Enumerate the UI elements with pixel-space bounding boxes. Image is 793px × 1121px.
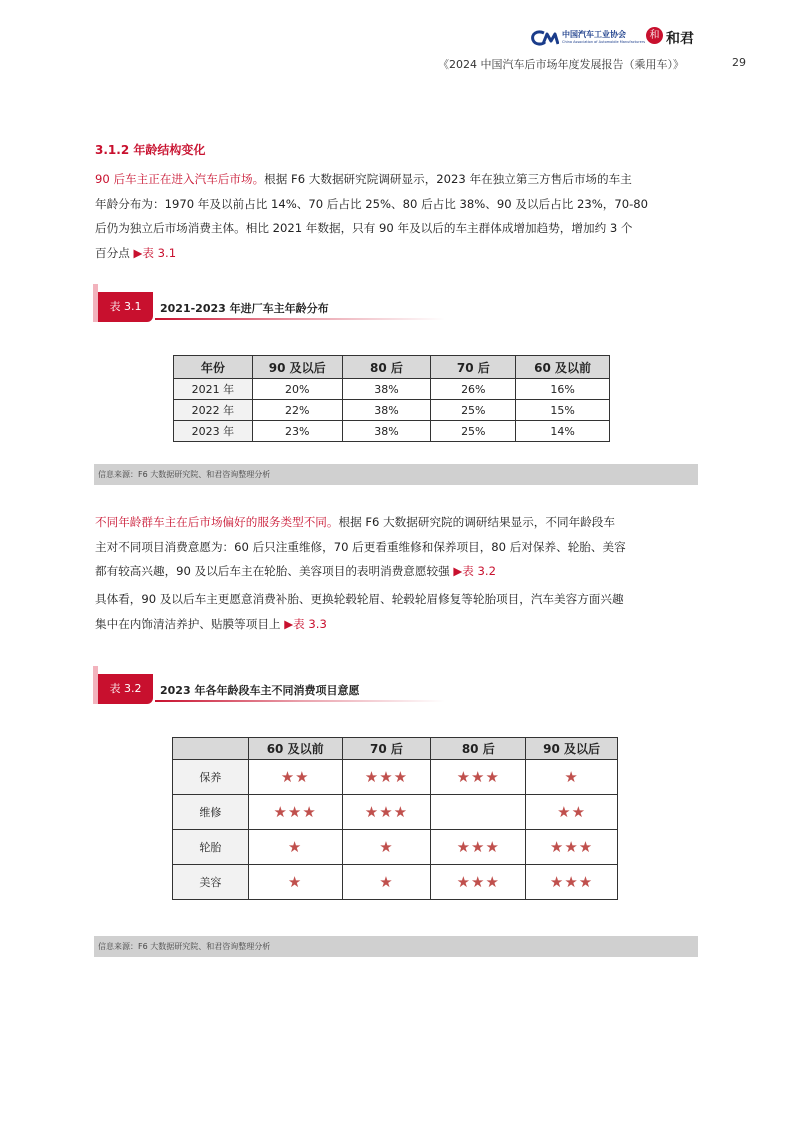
caption-underline — [155, 700, 445, 702]
consumption-preference-table — [172, 737, 618, 900]
star-rating: ★★ — [526, 795, 618, 830]
row-header: 美容 — [173, 865, 249, 900]
table-cell: 22% — [252, 400, 342, 421]
star-rating: ★★★ — [342, 795, 431, 830]
row-header: 维修 — [173, 795, 249, 830]
table-label: 表 3.1 — [98, 292, 153, 322]
paragraph-text: 都有较高兴趣，90 及以后车主在轮胎、美容项目的表明消费意愿较强 — [95, 564, 454, 578]
source-note: 信息来源：F6 大数据研究院、和君咨询整理分析 — [94, 936, 698, 957]
paragraph-text: 集中在内饰清洁养护、贴膜等项目上 — [95, 616, 285, 631]
column-header: 70 后 — [342, 738, 431, 760]
column-header — [173, 738, 249, 760]
paragraph-text: 百分点 — [95, 245, 134, 260]
report-title: 《2024 中国汽车后市场年度发展报告（乘用车）》 — [438, 58, 684, 71]
star-rating: ★ — [526, 760, 618, 795]
table-cell: 16% — [516, 379, 610, 400]
paragraph-text: 后仍为独立后市场消费主体。相比 2021 年数据，只有 90 年及以后的车主群体成增加趋势，增加约 3 个 — [95, 221, 633, 235]
table-row — [174, 421, 610, 442]
paragraph-age-distribution — [95, 167, 707, 265]
table-row — [173, 795, 618, 830]
table-cell: 25% — [431, 400, 516, 421]
paragraph-detail — [95, 587, 707, 636]
paragraph-text: 具体看，90 及以后车主更愿意消费补胎、更换轮毂轮眉、轮毂轮眉修复等轮胎项目，汽车美容方面兴趣 — [95, 592, 624, 606]
table-row — [173, 760, 618, 795]
paragraph-service-preference — [95, 510, 707, 584]
caam-logo-subtext: China Association of Automobile Manufacturers — [562, 40, 646, 44]
table-cell: 38% — [342, 379, 431, 400]
table-cell: 38% — [342, 421, 431, 442]
paragraph-lead: 不同年龄群车主在后市场偏好的服务类型不同。 — [95, 515, 339, 529]
table-3-2-link[interactable]: ▶表 3.2 — [453, 564, 496, 578]
star-rating: ★★★ — [342, 760, 431, 795]
table-cell: 25% — [431, 421, 516, 442]
table-cell: 38% — [342, 400, 431, 421]
table-title: 2021-2023 年进厂车主年龄分布 — [160, 302, 329, 315]
caam-logo-text: 中国汽车工业协会 — [562, 30, 626, 39]
table-cell: 23% — [252, 421, 342, 442]
caam-logo-icon — [531, 30, 559, 46]
star-rating — [431, 795, 526, 830]
star-rating: ★★★ — [526, 830, 618, 865]
star-rating: ★★★ — [431, 865, 526, 900]
row-header: 保养 — [173, 760, 249, 795]
hejun-logo-text: 和君 — [666, 31, 694, 47]
row-header: 轮胎 — [173, 830, 249, 865]
table-row — [174, 400, 610, 421]
table-label: 表 3.2 — [98, 674, 153, 704]
table-cell: 20% — [252, 379, 342, 400]
paragraph-text: 根据 F6 大数据研究院的调研结果显示，不同年龄段车 — [338, 515, 615, 529]
table-row — [174, 379, 610, 400]
star-rating: ★★★ — [431, 830, 526, 865]
table-header-row — [173, 738, 618, 760]
paragraph-text: 主对不同项目消费意愿为：60 后只注重维修，70 后更看重维修和保养项目，80 后对保养、轮胎、美容 — [95, 539, 626, 554]
column-header: 80 后 — [342, 356, 431, 379]
table-title: 2023 年各年龄段车主不同消费项目意愿 — [160, 684, 360, 697]
caption-underline — [155, 318, 445, 320]
table-row — [173, 830, 618, 865]
table-3-3-link[interactable]: ▶表 3.3 — [284, 616, 327, 631]
paragraph-text: 根据 F6 大数据研究院调研显示，2023 年在独立第三方售后市场的车主 — [264, 172, 632, 186]
column-header: 70 后 — [431, 356, 516, 379]
star-rating: ★★★ — [526, 865, 618, 900]
column-header: 年份 — [174, 356, 253, 379]
table-cell: 14% — [516, 421, 610, 442]
paragraph-text: 年龄分布为：1970 年及以前占比 14%、70 后占比 25%、80 后占比 38%、90 及以后占比 23%，70-80 — [95, 196, 649, 211]
table-cell: 26% — [431, 379, 516, 400]
paragraph-lead: 90 后车主正在进入汽车后市场。 — [95, 172, 265, 186]
column-header: 60 及以前 — [516, 356, 610, 379]
row-header: 2021 年 — [174, 379, 253, 400]
column-header: 90 及以后 — [252, 356, 342, 379]
hejun-seal-icon: 和 — [646, 27, 663, 44]
star-rating: ★★★ — [431, 760, 526, 795]
age-distribution-table — [173, 355, 610, 442]
source-note: 信息来源：F6 大数据研究院、和君咨询整理分析 — [94, 464, 698, 485]
star-rating: ★★★ — [248, 795, 342, 830]
star-rating: ★ — [248, 865, 342, 900]
star-rating: ★ — [248, 830, 342, 865]
column-header: 90 及以后 — [526, 738, 618, 760]
section-title: 3.1.2 年龄结构变化 — [95, 143, 206, 157]
star-rating: ★★ — [248, 760, 342, 795]
row-header: 2023 年 — [174, 421, 253, 442]
table-row — [173, 865, 618, 900]
star-rating: ★ — [342, 865, 431, 900]
column-header: 80 后 — [431, 738, 526, 760]
table-cell: 15% — [516, 400, 610, 421]
star-rating: ★ — [342, 830, 431, 865]
table-3-1-link[interactable]: ▶表 3.1 — [133, 245, 177, 260]
table-header-row — [174, 356, 610, 379]
page-number: 29 — [732, 56, 746, 69]
row-header: 2022 年 — [174, 400, 253, 421]
column-header: 60 及以前 — [248, 738, 342, 760]
